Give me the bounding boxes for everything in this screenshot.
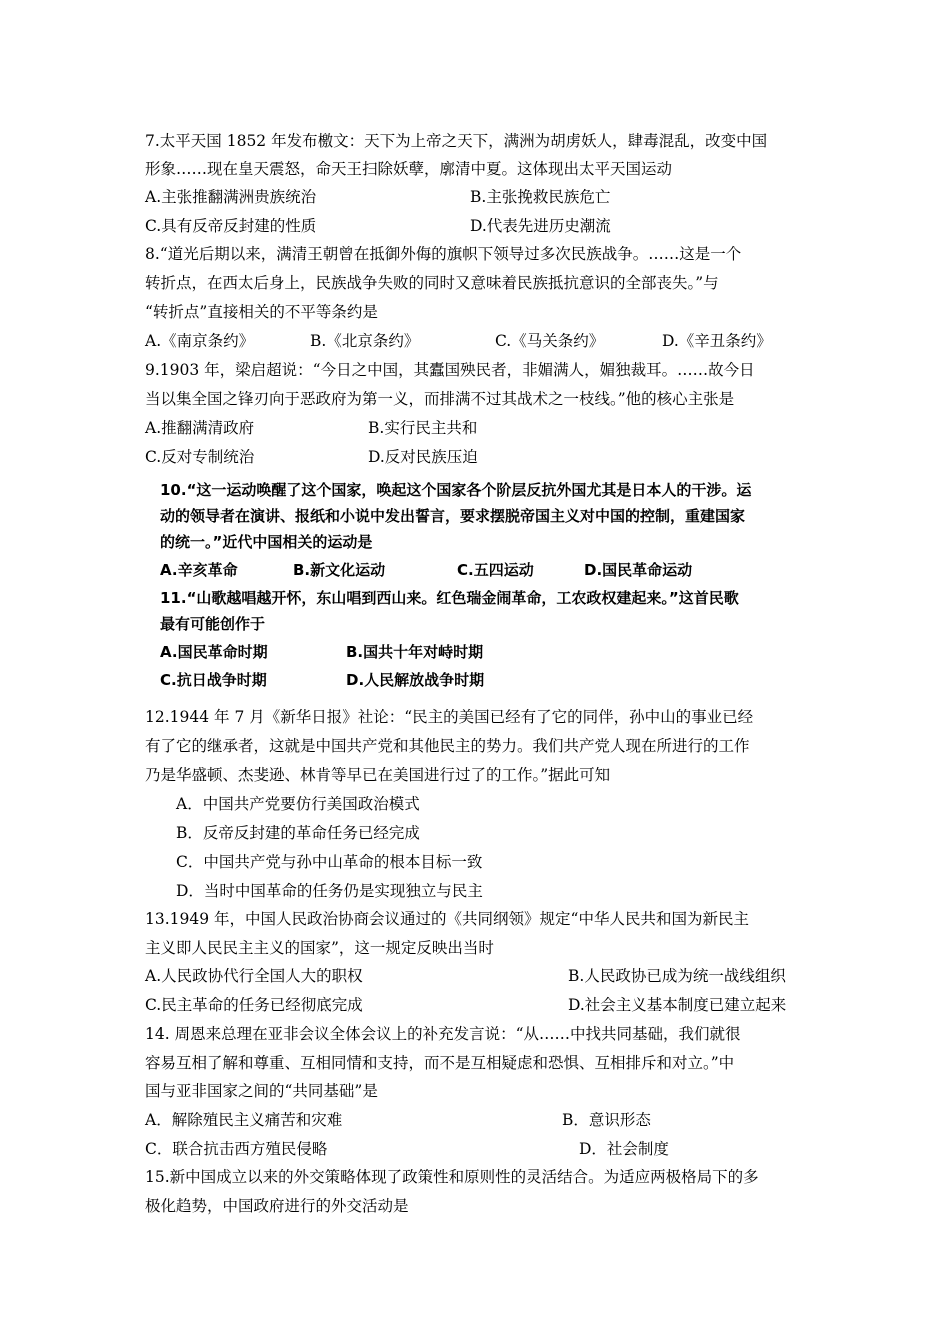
question-15-line-2: 极化趋势，中国政府进行的外交活动是	[145, 1197, 409, 1215]
question-12-line-3: 乃是华盛顿、杰斐逊、林肯等早已在美国进行过了的工作。”据此可知	[145, 766, 611, 784]
question-14-option-c: C．联合抗击西方殖民侵略	[145, 1140, 328, 1158]
question-7-line-1: 7.太平天国 1852 年发布檄文：天下为上帝之天下，满洲为胡虏妖人，肆毒混乱，改变中国	[145, 132, 768, 150]
question-13-line-1: 13.1949 年，中国人民政治协商会议通过的《共同纲领》规定“中华人民共和国为新民主	[145, 910, 749, 928]
question-9-option-a: A.推翻满清政府	[145, 419, 255, 437]
question-7-option-b: B.主张挽救民族危亡	[470, 188, 611, 206]
question-10-line-3: 的统一。”近代中国相关的运动是	[160, 533, 373, 551]
question-12-option-b: B．反帝反封建的革命任务已经完成	[176, 824, 420, 842]
question-8-option-c: C.《马关条约》	[495, 332, 605, 350]
question-8-option-d: D.《辛丑条约》	[662, 332, 772, 350]
question-10-option-d: D.国民革命运动	[584, 561, 693, 579]
question-13-option-a: A.人民政协代行全国人大的职权	[145, 967, 363, 985]
question-9-line-1: 9.1903 年，梁启超说：“今日之中国，其蠹国殃民者，非媚满人，媚独裁耳。……故今日	[145, 361, 755, 379]
question-10-line-2: 动的领导者在演讲、报纸和小说中发出誓言，要求摆脱帝国主义对中国的控制，重建国家	[160, 507, 746, 525]
question-14-line-1: 14. 周恩来总理在亚非会议全体会议上的补充发言说：“从……中找共同基础，我们就很	[145, 1025, 741, 1043]
question-10-option-b: B.新文化运动	[293, 561, 386, 579]
question-14-line-2: 容易互相了解和尊重、互相同情和支持，而不是互相疑虑和恐惧、互相排斥和对立。”中	[145, 1054, 735, 1072]
question-11-option-c: C.抗日战争时期	[160, 671, 267, 689]
question-9-option-b: B.实行民主共和	[368, 419, 478, 437]
question-7-option-d: D.代表先进历史潮流	[470, 217, 611, 235]
question-11-option-d: D.人民解放战争时期	[346, 671, 485, 689]
question-14-line-3: 国与亚非国家之间的“共同基础”是	[145, 1082, 378, 1100]
question-13-option-b: B.人民政协已成为统一战线组织	[568, 967, 786, 985]
question-14-option-d: D．社会制度	[579, 1140, 669, 1158]
question-11-option-a: A.国民革命时期	[160, 643, 268, 661]
question-9-option-c: C.反对专制统治	[145, 448, 255, 466]
question-10-line-1: 10.“这一运动唤醒了这个国家，唤起这个国家各个阶层反抗外国尤其是日本人的干涉。运	[160, 481, 752, 499]
question-12-line-1: 12.1944 年 7 月《新华日报》社论：“民主的美国已经有了它的同伴，孙中山的事业已经	[145, 708, 754, 726]
question-7-option-a: A.主张推翻满洲贵族统治	[145, 188, 317, 206]
question-8-line-1: 8.“道光后期以来，满清王朝曾在抵御外侮的旗帜下领导过多次民族战争。……这是一个	[145, 245, 742, 263]
question-14-option-b: B．意识形态	[562, 1111, 651, 1129]
question-13-line-2: 主义即人民民主主义的国家”，这一规定反映出当时	[145, 939, 494, 957]
question-11-option-b: B.国共十年对峙时期	[346, 643, 484, 661]
question-10-option-c: C.五四运动	[457, 561, 534, 579]
question-10-option-a: A.辛亥革命	[160, 561, 238, 579]
question-12-option-a: A．中国共产党要仿行美国政治模式	[176, 795, 420, 813]
question-12-line-2: 有了它的继承者，这就是中国共产党和其他民主的势力。我们共产党人现在所进行的工作	[145, 737, 750, 755]
question-14-option-a: A．解除殖民主义痛苦和灾难	[145, 1111, 343, 1129]
question-15-line-1: 15.新中国成立以来的外交策略体现了政策性和原则性的灵活结合。为适应两极格局下的多	[145, 1168, 759, 1186]
question-9-line-2: 当以集全国之锋刃向于恶政府为第一义，而排满不过其战术之一枝线。”他的核心主张是	[145, 390, 735, 408]
question-11-line-1: 11.“山歌越唱越开怀，东山唱到西山来。红色瑞金闹革命，工农政权建起来。”这首民歌	[160, 589, 739, 607]
question-8-option-a: A.《南京条约》	[145, 332, 255, 350]
question-8-line-3: “转折点”直接相关的不平等条约是	[145, 303, 378, 321]
question-12-option-d: D．当时中国革命的任务仍是实现独立与民主	[176, 882, 483, 900]
question-8-line-2: 转折点，在西太后身上，民族战争失败的同时又意味着民族抵抗意识的全部丧失。”与	[145, 274, 719, 292]
question-13-option-c: C.民主革命的任务已经彻底完成	[145, 996, 363, 1014]
question-8-option-b: B.《北京条约》	[310, 332, 420, 350]
question-7-option-c: C.具有反帝反封建的性质	[145, 217, 317, 235]
question-9-option-d: D.反对民族压迫	[368, 448, 478, 466]
question-13-option-d: D.社会主义基本制度已建立起来	[568, 996, 787, 1014]
question-12-option-c: C．中国共产党与孙中山革命的根本目标一致	[176, 853, 483, 871]
question-11-line-2: 最有可能创作于	[160, 615, 266, 633]
question-7-line-2: 形象……现在皇天震怒，命天王扫除妖孽，廓清中夏。这体现出太平天国运动	[145, 160, 673, 178]
